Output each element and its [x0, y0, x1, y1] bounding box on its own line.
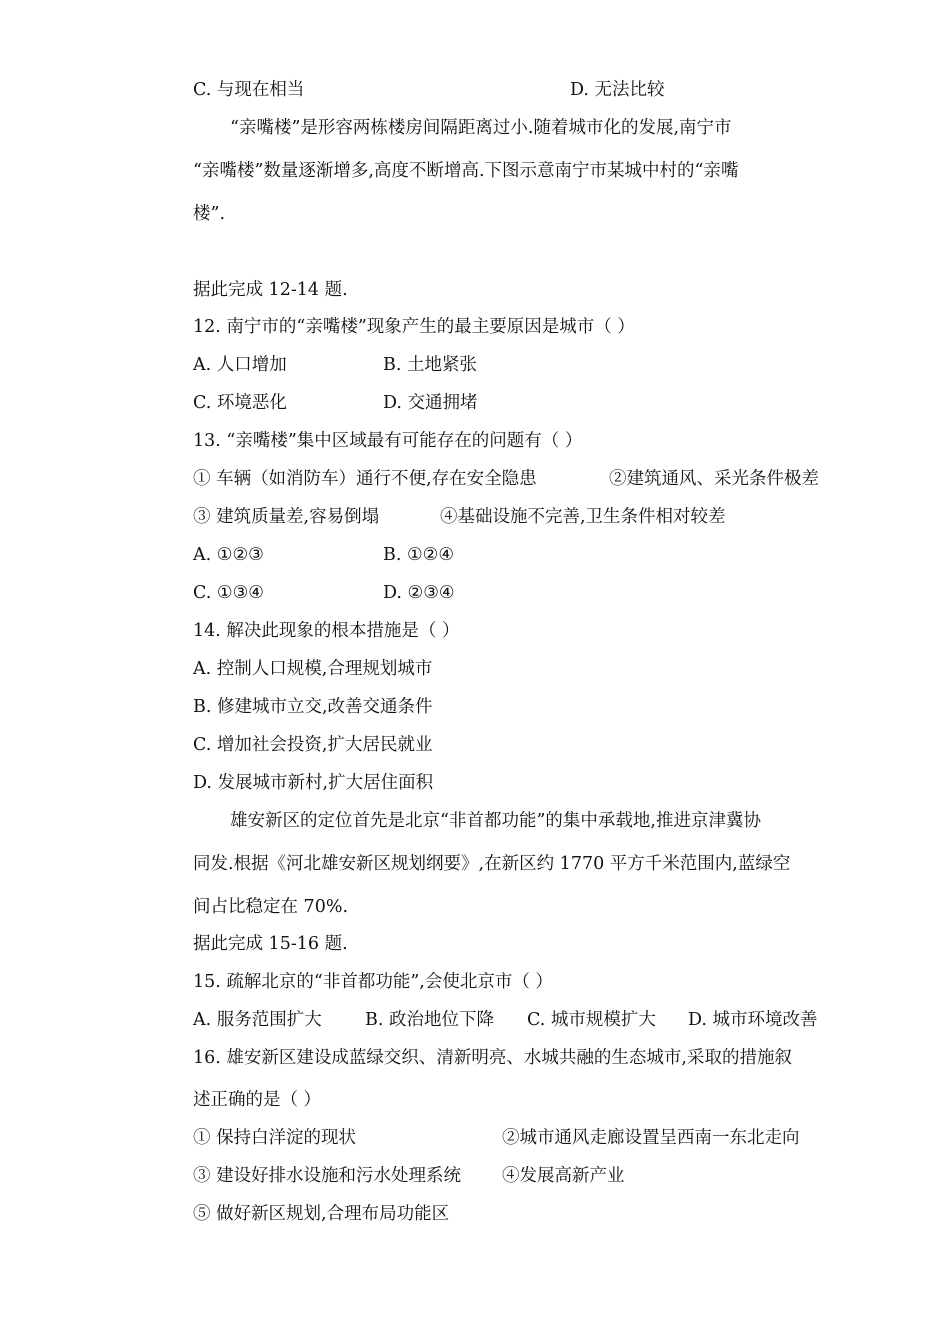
passage1-line2: “亲嘴楼”数量逐渐增多,高度不断增高.下图示意南宁市某城中村的“亲嘴	[193, 161, 739, 181]
q13-item-3: ③ 建筑质量差,容易倒塌	[193, 507, 380, 527]
passage1-line1: “亲嘴楼”是形容两栋楼房间隔距离过小.随着城市化的发展,南宁市	[230, 118, 732, 138]
q14-stem: 14. 解决此现象的根本措施是（ ）	[193, 621, 460, 641]
q14-option-d: D. 发展城市新村,扩大居住面积	[193, 773, 434, 793]
q14-option-a: A. 控制人口规模,合理规划城市	[193, 659, 433, 679]
q15-option-a: A. 服务范围扩大	[193, 1010, 322, 1030]
q13-option-d: D. ②③④	[383, 583, 455, 603]
q13-option-b: B. ①②④	[383, 545, 455, 565]
q16-stem-cont: 述正确的是（ ）	[193, 1090, 322, 1110]
passage2-line3: 间占比稳定在 70%.	[193, 897, 349, 917]
q16-stem: 16. 雄安新区建设成蓝绿交织、清新明亮、水城共融的生态城市,采取的措施叙	[193, 1048, 792, 1068]
q13-option-c: C. ①③④	[193, 583, 264, 603]
q12-option-b: B. 土地紧张	[383, 355, 477, 375]
q15-option-c: C. 城市规模扩大	[527, 1010, 656, 1030]
passage1-line3: 楼”.	[193, 204, 226, 224]
q12-option-a: A. 人口增加	[193, 355, 287, 375]
q12-option-c: C. 环境恶化	[193, 393, 287, 413]
passage2-line1: 雄安新区的定位首先是北京“非首都功能”的集中承载地,推进京津冀协	[230, 811, 761, 831]
q16-item-5: ⑤ 做好新区规划,合理布局功能区	[193, 1204, 450, 1224]
passage2-line2: 同发.根据《河北雄安新区规划纲要》,在新区约 1770 平方千米范围内,蓝绿空	[193, 854, 791, 874]
q12-stem: 12. 南宁市的“亲嘴楼”现象产生的最主要原因是城市（ ）	[193, 317, 635, 337]
q14-option-b: B. 修建城市立交,改善交通条件	[193, 697, 433, 717]
q16-item-1: ① 保持白洋淀的现状	[193, 1128, 357, 1148]
q13-item-4: ④基础设施不完善,卫生条件相对较差	[440, 507, 726, 527]
q15-option-d: D. 城市环境改善	[688, 1010, 818, 1030]
q12-option-d: D. 交通拥堵	[383, 393, 478, 413]
q16-item-2: ②城市通风走廊设置呈西南一东北走向	[502, 1128, 800, 1148]
passage2-instruction: 据此完成 15-16 题.	[193, 934, 348, 954]
q16-item-3: ③ 建设好排水设施和污水处理系统	[193, 1166, 462, 1186]
q15-option-b: B. 政治地位下降	[365, 1010, 494, 1030]
q13-item-2: ②建筑通风、采光条件极差	[609, 469, 819, 489]
q13-item-1: ① 车辆（如消防车）通行不便,存在安全隐患	[193, 469, 537, 489]
q13-option-a: A. ①②③	[193, 545, 264, 565]
q14-option-c: C. 增加社会投资,扩大居民就业	[193, 735, 433, 755]
prev-option-c: C. 与现在相当	[193, 80, 305, 100]
passage1-instruction: 据此完成 12-14 题.	[193, 280, 348, 300]
q13-stem: 13. “亲嘴楼”集中区域最有可能存在的问题有（ ）	[193, 431, 583, 451]
prev-option-d: D. 无法比较	[570, 80, 665, 100]
q15-stem: 15. 疏解北京的“非首都功能”,会使北京市（ ）	[193, 972, 553, 992]
q16-item-4: ④发展高新产业	[502, 1166, 625, 1186]
